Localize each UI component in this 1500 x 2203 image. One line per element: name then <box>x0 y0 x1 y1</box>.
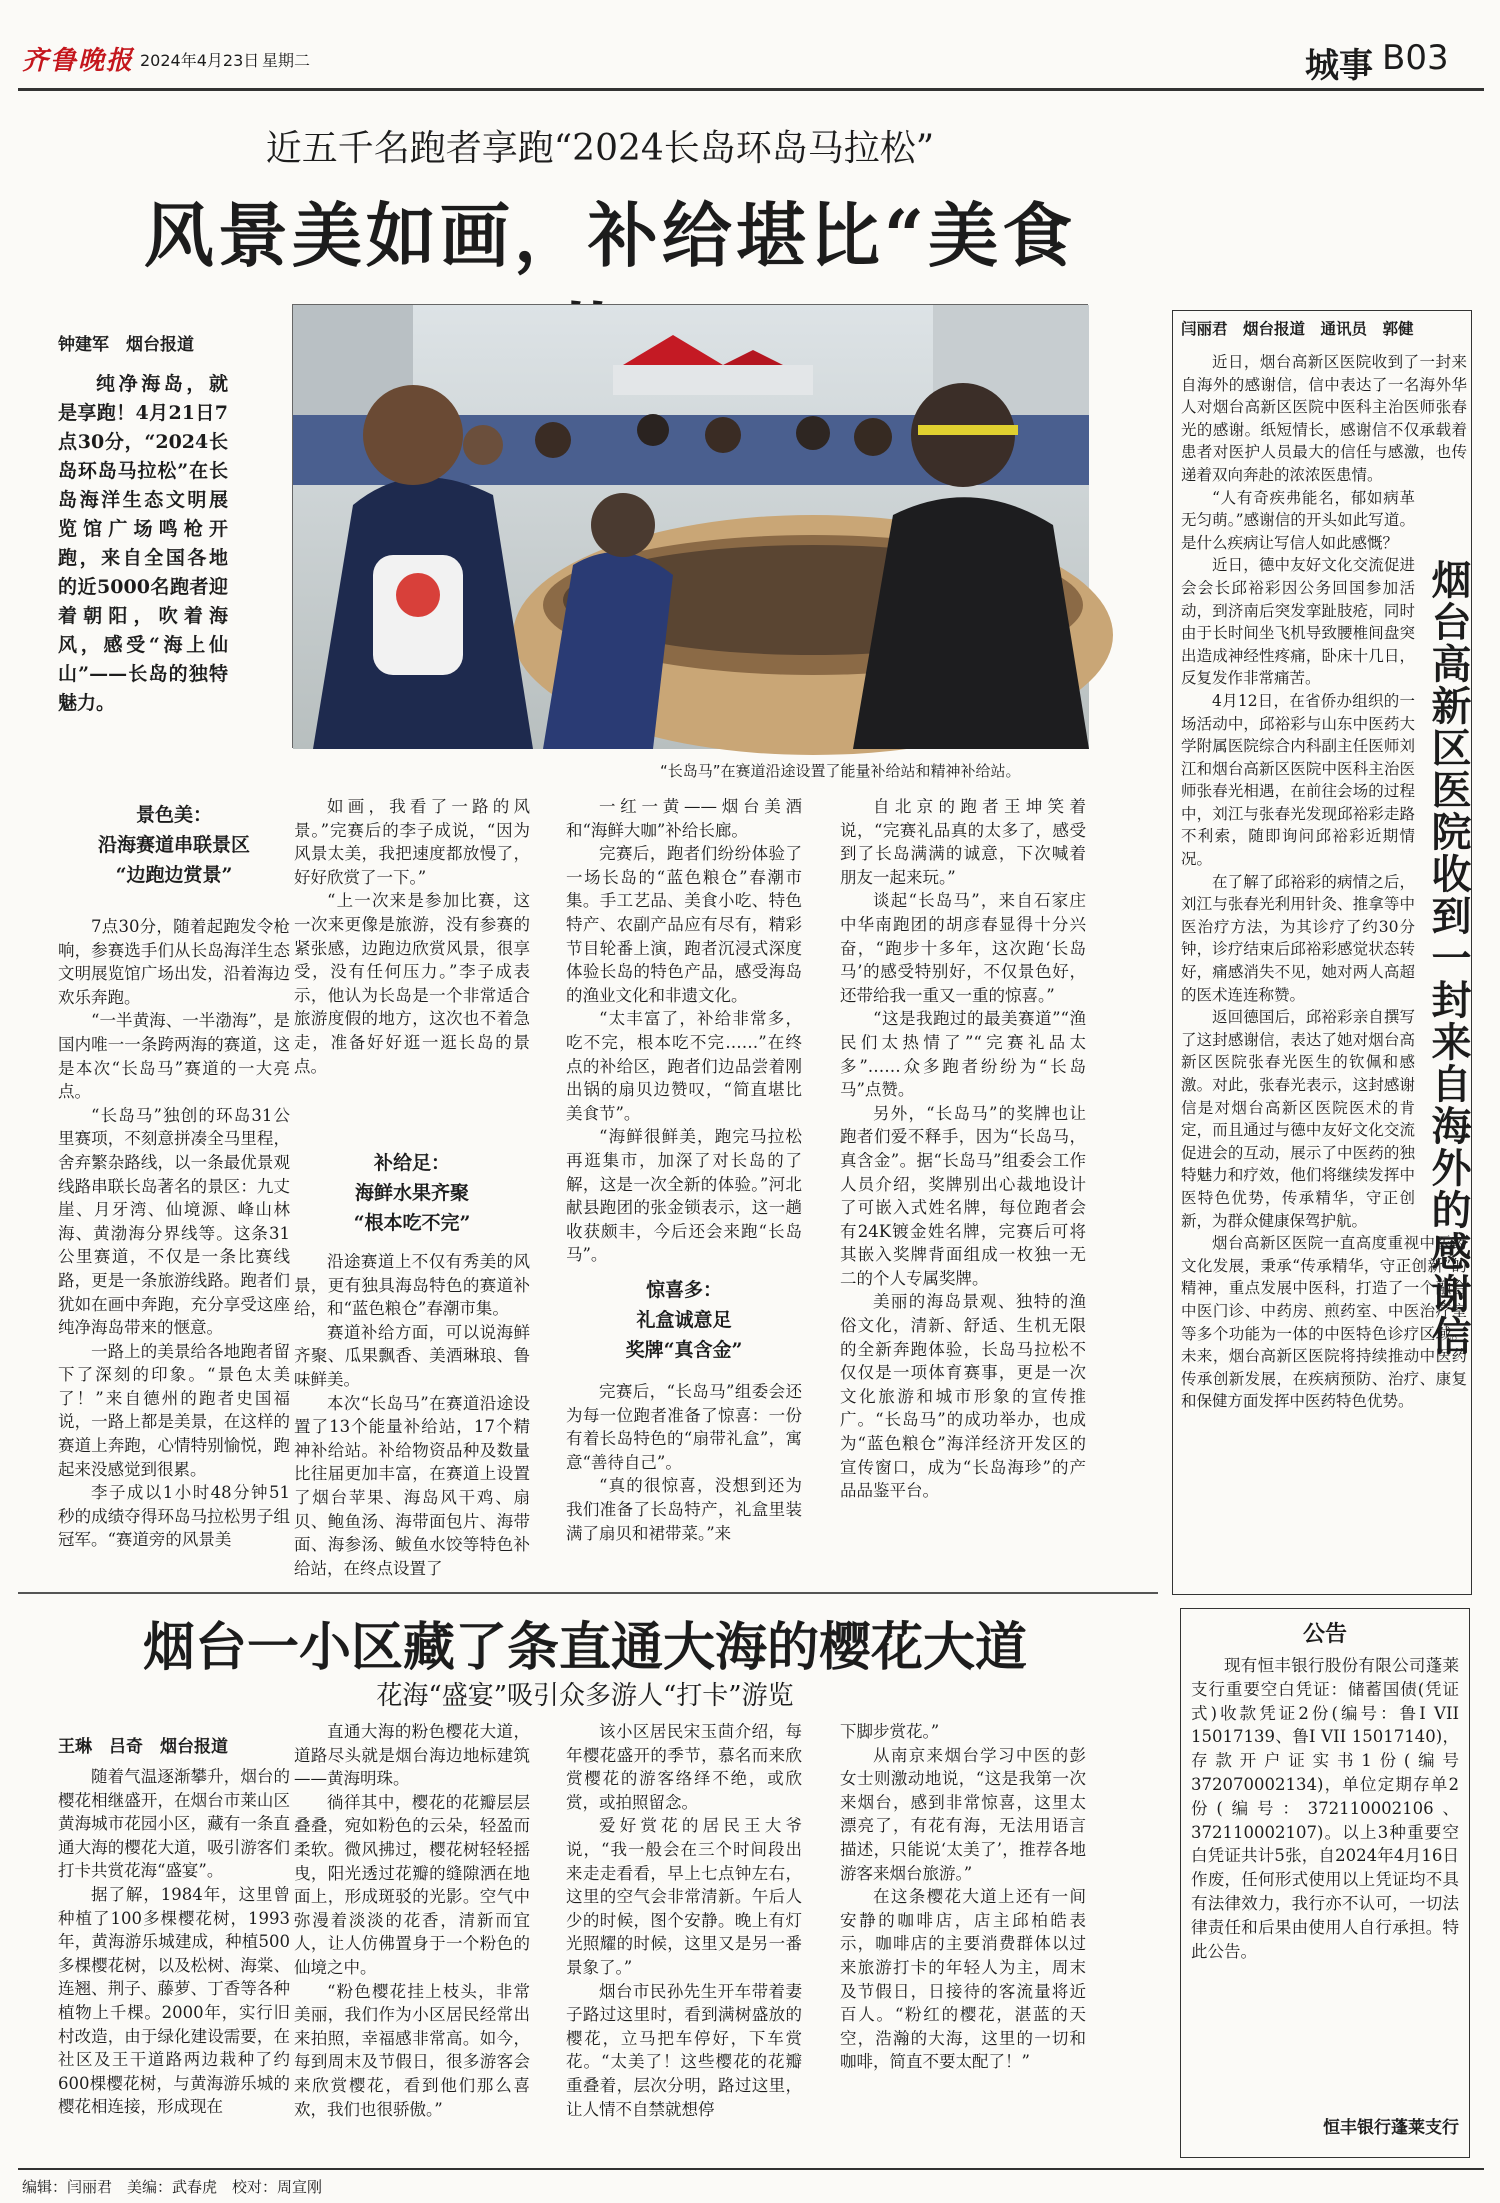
paragraph: 美丽的海岛景观、独特的渔俗文化，清新、舒适、生机无限的全新奔跑体验，长岛马拉松不仅仅是一项体育赛事，更是一次文化旅游和城市形象的宣传推广。“长岛马”的成功举办，也成为“蓝色粮仓”海洋经济开发区的宣传窗口，成为“长岛海珍”的产品品鉴平台。 <box>840 1292 1086 1501</box>
section-name: 城事 <box>1305 46 1373 86</box>
masthead <box>0 0 1500 90</box>
subhead-scenery-line2: 沿海赛道串联景区 <box>97 834 250 856</box>
paragraph: 完赛后，“长岛马”组委会还为每一位跑者准备了惊喜：一份有着长岛特色的“扇带礼盒”，寓意“善待自己”。 <box>566 1382 802 1472</box>
paragraph: 在这条樱花大道上还有一间安静的咖啡店，店主邱柏皓表示，咖啡店的主要消费群体以过来旅游打卡的年轻人为主，周末及节假日，日接待的客流量将近百人。“粉红的樱花，湛蓝的天空，浩瀚的大海，这里的一切和咖啡，简直不要太配了！” <box>840 1887 1086 2072</box>
sidebar-byline: 闫丽君 烟台报道 通讯员 郭健 <box>1181 320 1414 338</box>
paragraph: 沿途赛道上不仅有秀美的风景，更有独具海岛特色的赛道补给，和“蓝色粮仓”春潮市集。 <box>294 1252 530 1319</box>
subhead-supply <box>294 1148 530 1238</box>
subhead-surprise-line2: 礼盒诚意足 <box>636 1309 732 1331</box>
subhead-supply-line1: 补给足： <box>373 1152 450 1174</box>
paragraph: 7点30分，随着起跑发令枪响，参赛选手们从长岛海洋生态文明展览馆广场出发，沿着海边欢乐奔跑。 <box>58 917 290 1007</box>
paragraph: 从南京来烟台学习中医的彭女士则激动地说，“这是我第一次来烟台，感到非常惊喜，这里太漂亮了，有花有海，无法用语言描述，只能说‘太美了’，推荐各地游客来烟台旅游。” <box>840 1745 1086 1883</box>
page-number: B03 <box>1382 38 1449 78</box>
story-divider <box>18 1592 1158 1594</box>
notice-box <box>1180 1608 1470 2158</box>
paragraph: 烟台市民孙先生开车带着妻子路过这里时，看到满树盛放的樱花，立马把车停好，下车赏花。“太美了！这些樱花的花瓣重叠着，层次分明，路过这里，让人情不自禁就想停 <box>566 1981 802 2119</box>
second-byline: 王琳 吕奇 烟台报道 <box>58 1737 228 1757</box>
paragraph: 一红一黄——烟台美酒和“海鲜大咖”补给长廊。 <box>566 797 802 840</box>
subhead-scenery-line1: 景色美： <box>135 804 212 826</box>
paragraph: 一路上的美景给各地跑者留下了深刻的印象。“景色太美了！”来自德州的跑者史国福说，一路上都是美景，在这样的赛道上奔跑，心情特别愉悦，跑起来没感觉到很累。 <box>58 1341 290 1479</box>
paragraph: 在了解了邱裕彩的病情之后，刘江与张春光利用针灸、推拿等中医治疗方法，为其诊疗了约30分钟，诊疗结束后邱裕彩感觉状态转好，痛感消失不见，她对两人高超的医术连连称赞。 <box>1181 872 1415 1004</box>
issue-weekday: 星期二 <box>262 51 311 70</box>
subhead-scenery-line3: “边跑边赏景” <box>115 864 233 886</box>
notice-body: 现有恒丰银行股份有限公司蓬莱支行重要空白凭证：储蓄国债(凭证式)收款凭证2份(编号：鲁I VII 15017139、鲁I VII 15017140)，存款开户证实书1份(编号372070002134)，单位定期存单2份(编号：372110002106、372110002107)。以上3种重要空白凭证共计5张，自2024年4月16日作废，任何形式使用以上凭证均不具有法律效力，我行亦不认可，一切法律责任和后果由使用人自行承担。特此公告。 <box>1191 1656 1459 1961</box>
runners-at-supply-station-illustration <box>293 305 1089 749</box>
paragraph: 徜徉其中，樱花的花瓣层层叠叠，宛如粉色的云朵，轻盈而柔软。微风拂过，樱花树轻轻摇曳，阳光透过花瓣的缝隙洒在地面上，形成斑驳的光影。空气中弥漫着淡淡的花香，清新而宜人，让人仿佛置身于一个粉色的仙境之中。 <box>294 1792 530 1977</box>
paragraph: “粉色樱花挂上枝头，非常美丽，我们作为小区居民经常出来拍照，幸福感非常高。如今，每到周末及节假日，很多游客会来欣赏樱花，看到他们那么喜欢，我们也很骄傲。” <box>294 1981 530 2119</box>
paragraph: 烟台高新区医院一直高度重视中医药文化发展，秉承“传承精华，守正创新”的精神，重点发展中医科，打造了一个融合中医门诊、中药房、煎药室、中医治疗室等多个功能为一体的中医特色诊疗区域。未来，烟台高新区医院将持续推动中医药传承创新发展，在疾病预防、治疗、康复和保健方面发挥中医药特色优势。 <box>1181 1234 1467 1411</box>
notice-title: 公告 <box>1302 1622 1347 1647</box>
lead-col3a <box>566 795 802 1275</box>
footer-rule <box>18 2168 1484 2170</box>
sidebar-body <box>1181 351 1467 1591</box>
paragraph: “一半黄海、一半渤海”，是国内唯一一条跨两海的赛道，这是本次“长岛马”赛道的一大亮点。 <box>58 1011 290 1102</box>
second-col1 <box>58 1765 290 2160</box>
paragraph: “太丰富了，补给非常多，吃不完，根本吃不完……”在终点的补给区，跑者们边品尝着刚出锅的扇贝边赞叹，“简直堪比美食节”。 <box>566 1009 802 1123</box>
paragraph: 该小区居民宋玉茴介绍，每年樱花盛开的季节，慕名而来欣赏樱花的游客络绎不绝，或欣赏，或拍照留念。 <box>566 1722 802 1812</box>
paragraph: 近日，烟台高新区医院收到了一封来自海外的感谢信，信中表达了一名海外华人对烟台高新区医院中医科主治医师张春光的感谢。纸短情长，感谢信不仅承载着患者对医护人员最大的信任与感激，也传递着双向奔赴的浓浓医患情。 <box>1181 353 1467 484</box>
paragraph: 本次“长岛马”在赛道沿途设置了13个能量补给站，17个精神补给站。补给物资品种及数量比往届更加丰富，在赛道上设置了烟台苹果、海岛风干鸡、扇贝、鲍鱼汤、海带面包片、海带面、海参汤、鲅鱼水饺等特色补给站，在终点设置了 <box>294 1393 530 1578</box>
paragraph: 赛道补给方面，可以说海鲜齐聚、瓜果飘香、美酒琳琅、鲁味鲜美。 <box>294 1322 530 1389</box>
paragraph: “人有奇疾弗能名，郁如病革无匀萌。”感谢信的开头如此写道。是什么疾病让写信人如此感慨？ <box>1181 488 1415 552</box>
second-col4 <box>840 1720 1086 2160</box>
paragraph: 自北京的跑者王坤笑着说，“完赛礼品真的太多了，感受到了长岛满满的诚意，下次喊着朋友一起来玩。” <box>840 797 1086 887</box>
footer-credits: 编辑：闫丽君 美编：武春虎 校对：周宣刚 <box>22 2178 323 2196</box>
subhead-surprise-line1: 惊喜多： <box>645 1279 722 1301</box>
paragraph: 完赛后，跑者们纷纷体验了一场长岛的“蓝色粮仓”春潮市集。手工艺品、美食小吃、特色特产、农副产品应有尽有，精彩节目轮番上演，跑者沉浸式深度体验长岛的特色产品，感受海岛的渔业文化和非遗文化。 <box>566 844 802 1005</box>
paragraph: 李子成以1小时48分钟51秒的成绩夺得环岛马拉松男子组冠军。“赛道旁的风景美 <box>58 1483 290 1550</box>
lead-col2b <box>294 1250 530 1578</box>
second-col2 <box>294 1720 530 2160</box>
paragraph: 近日，德中友好文化交流促进会会长邱裕彩因公务回国参加活动，到济南后突发挛趾肢疮，同时由于长时间坐飞机导致腰椎间盘突出造成神经性疼痛，卧床十几日，反复发作非常痛苦。 <box>1181 556 1415 688</box>
sidebar-headline: 烟台高新区医院收到一封来自海外的感谢信 <box>1425 559 1472 1357</box>
photo-caption: “长岛马”在赛道沿途设置了能量补给站和精神补给站。 <box>660 762 1021 780</box>
paragraph: “长岛马”独创的环岛31公里赛项，不刻意拼凑全马里程，舍弃繁杂路线，以一条最优景观线路串联长岛著名的景区：九丈崖、月牙湾、仙境源、峰山林海、黄渤海分界线等。这条31公里赛道，不仅是一条比赛线路，更是一条旅游线路。跑者们犹如在画中奔跑，充分享受这座纯净海岛带来的惬意。 <box>58 1105 290 1338</box>
lead-col3b <box>566 1380 802 1545</box>
paragraph: 爱好赏花的居民王大爷说，“我一般会在三个时间段出来走走看看，早上七点钟左右，这里的空气会非常清新。午后人少的时候，图个安静。晚上有灯光照耀的时候，这里又是另一番景象了。” <box>566 1816 802 1977</box>
issue-date: 2024年4月23日 <box>140 51 260 70</box>
notice-signature: 恒丰银行蓬莱支行 <box>1323 2118 1459 2138</box>
subhead-surprise <box>566 1275 802 1365</box>
second-subhead: 花海“盛宴”吸引众多游人“打卡”游览 <box>376 1681 794 1711</box>
sidebar-story <box>1172 310 1472 1595</box>
subhead-supply-line2: 海鲜水果齐聚 <box>354 1182 469 1204</box>
second-col3 <box>566 1720 802 2160</box>
paragraph: 据了解，1984年，这里曾种植了100多棵樱花树，1993年，黄海游乐城建成，种植500多棵樱花树，以及松树、海棠、连翘、荆子、藤萝、丁香等各种植物上千棵。2000年，实行旧村改造，由于绿化建设需要，在社区及王干道路两边栽种了约600棵樱花树，与黄海游乐城的樱花相连接，形成现在 <box>58 1884 290 2117</box>
paragraph: “上一次来是参加比赛，这一次来更像是旅游，没有参赛的紧张感，边跑边欣赏风景，很享受，没有任何压力。”李子成表示，他认为长岛是一个非常适合旅游度假的地方，这次也不着急走，准备好好逛一逛长岛的景点。 <box>294 891 530 1076</box>
lead-byline: 钟建军 烟台报道 <box>58 335 194 355</box>
paragraph: 谈起“长岛马”，来自石家庄中华南跑团的胡彦春显得十分兴奋，“跑步十多年，这次跑‘长岛马’的感受特别好，不仅景色好，还带给我一重又一重的惊喜。” <box>840 891 1086 1005</box>
masthead-rule <box>18 88 1484 91</box>
paragraph: 直通大海的粉色樱花大道，道路尽头就是烟台海边地标建筑——黄海明珠。 <box>294 1722 530 1789</box>
subhead-scenery <box>58 800 290 890</box>
paragraph: “这是我跑过的最美赛道”“渔民们太热情了”“完赛礼品太多”……众多跑者纷纷为“长岛马”点赞。 <box>840 1009 1086 1100</box>
lead-photo <box>292 304 1088 748</box>
paragraph: 随着气温逐渐攀升，烟台的樱花相继盛开，在烟台市莱山区黄海城市花园小区，藏有一条直通大海的樱花大道，吸引游客们打卡共赏花海“盛宴”。 <box>58 1767 290 1881</box>
lead-col1 <box>58 915 290 1550</box>
subhead-surprise-line3: 奖牌“真含金” <box>625 1339 743 1361</box>
paragraph: 另外，“长岛马”的奖牌也让跑者们爱不释手，因为“长岛马，真含金”。据“长岛马”组委会工作人员介绍，奖牌别出心裁地设计了可嵌入式姓名牌，每位跑者会有24K镀金姓名牌，完赛后可将其嵌入奖牌背面组成一枚独一无二的个人专属奖牌。 <box>840 1103 1086 1288</box>
paragraph: 如画，我看了一路的风景。”完赛后的李子成说，“因为风景太美，我把速度都放慢了，好好欣赏了一下。” <box>294 797 530 887</box>
lead-headline: 风景美如画，补给堪比“美食 <box>143 194 1077 277</box>
paragraph: 4月12日，在省侨办组织的一场活动中，邱裕彩与山东中医药大学附属医院综合内科副主任医师刘江和烟台高新区医院中医科主治医师张春光相遇，在前往会场的过程中，刘江与张春光发现邱裕彩走路不利索，随即询问邱裕彩近期情况。 <box>1181 691 1415 869</box>
subhead-supply-line3: “根本吃不完” <box>353 1212 471 1234</box>
paragraph: 返回德国后，邱裕彩亲自撰写了这封感谢信，表达了她对烟台高新区医院张春光医生的钦佩和感激。对此，张春光表示，这封感谢信是对烟台高新区医院医术的肯定，而且通过与德中友好文化交流促进会的互动，展示了中医药的独特魅力和疗效，他们将继续发挥中医特色优势，传承精华，守正创新，为群众健康保驾护航。 <box>1181 1008 1415 1230</box>
lead-intro: 纯净海岛，就是享跑！4月21日7点30分，“2024长岛环岛马拉松”在长岛海洋生态文明展览馆广场鸣枪开跑，来自全国各地的近5000名跑者迎着朝阳，吹着海风，感受“海上仙山”——长岛的独特魅力。 <box>58 373 228 714</box>
paragraph: 下脚步赏花。” <box>840 1722 940 1741</box>
lead-col4 <box>840 795 1086 1545</box>
lead-kicker: 近五千名跑者享跑“2024长岛环岛马拉松” <box>265 128 935 169</box>
paragraph: “海鲜很鲜美，跑完马拉松再逛集市，加深了对长岛的了解，这是一次全新的体验。”河北献县跑团的张金锁表示，这一趟收获颇丰，今后还会来跑“长岛马”。 <box>566 1127 802 1265</box>
lead-col2a <box>294 795 530 1145</box>
paper-logo: 齐鲁晚报 <box>22 46 135 76</box>
second-headline: 烟台一小区藏了条直通大海的樱花大道 <box>142 1617 1027 1678</box>
paragraph: “真的很惊喜，没想到还为我们准备了长岛特产，礼盒里装满了扇贝和裙带菜。”来 <box>566 1476 802 1543</box>
